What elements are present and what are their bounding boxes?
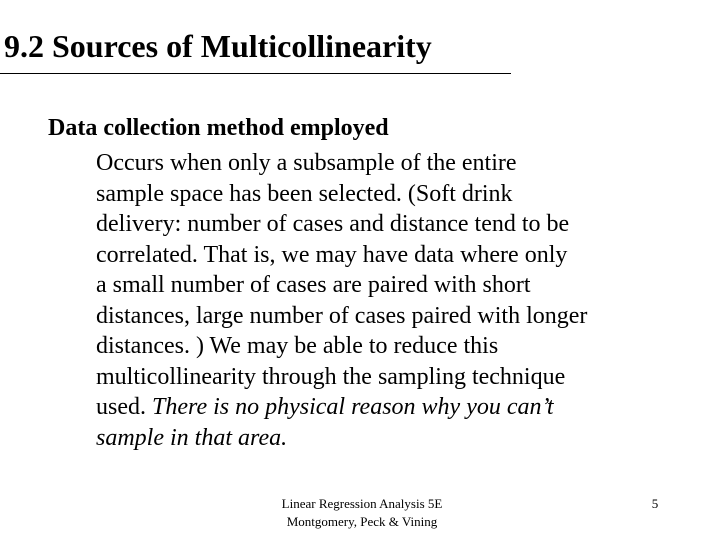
body-line: correlated. That is, we may have data where only <box>96 241 568 268</box>
body-line: distances, large number of cases paired with longer <box>96 302 588 329</box>
body-line: distances. ) We may be able to reduce this <box>96 333 499 359</box>
footer-authors: Montgomery, Peck & Vining <box>286 514 438 529</box>
page-number: 5 <box>651 496 659 511</box>
slide-title: 9.2 Sources of Multicollinearity <box>4 28 432 64</box>
body-line: delivery: number of cases and distance tend to be <box>96 211 570 237</box>
body-text-italic: There is no physical reason why you can’t <box>152 394 554 420</box>
footer-citation <box>262 495 462 531</box>
body-text-plain: used. <box>96 394 152 420</box>
section-heading: Data collection method employed <box>48 115 389 141</box>
title-underline <box>0 73 511 74</box>
body-line: multicollinearity through the sampling technique <box>96 363 566 390</box>
footer-book-title: Linear Regression Analysis 5E <box>281 496 443 511</box>
body-line: Occurs when only a subsample of the entire <box>96 150 517 176</box>
body-line: sample space has been selected. (Soft drink <box>96 180 513 207</box>
body-line-mixed <box>96 392 686 423</box>
body-line-italic <box>96 423 686 454</box>
body-paragraph <box>96 148 686 453</box>
body-line: a small number of cases are paired with short <box>96 272 531 298</box>
body-text-italic: sample in that area. <box>96 424 288 451</box>
